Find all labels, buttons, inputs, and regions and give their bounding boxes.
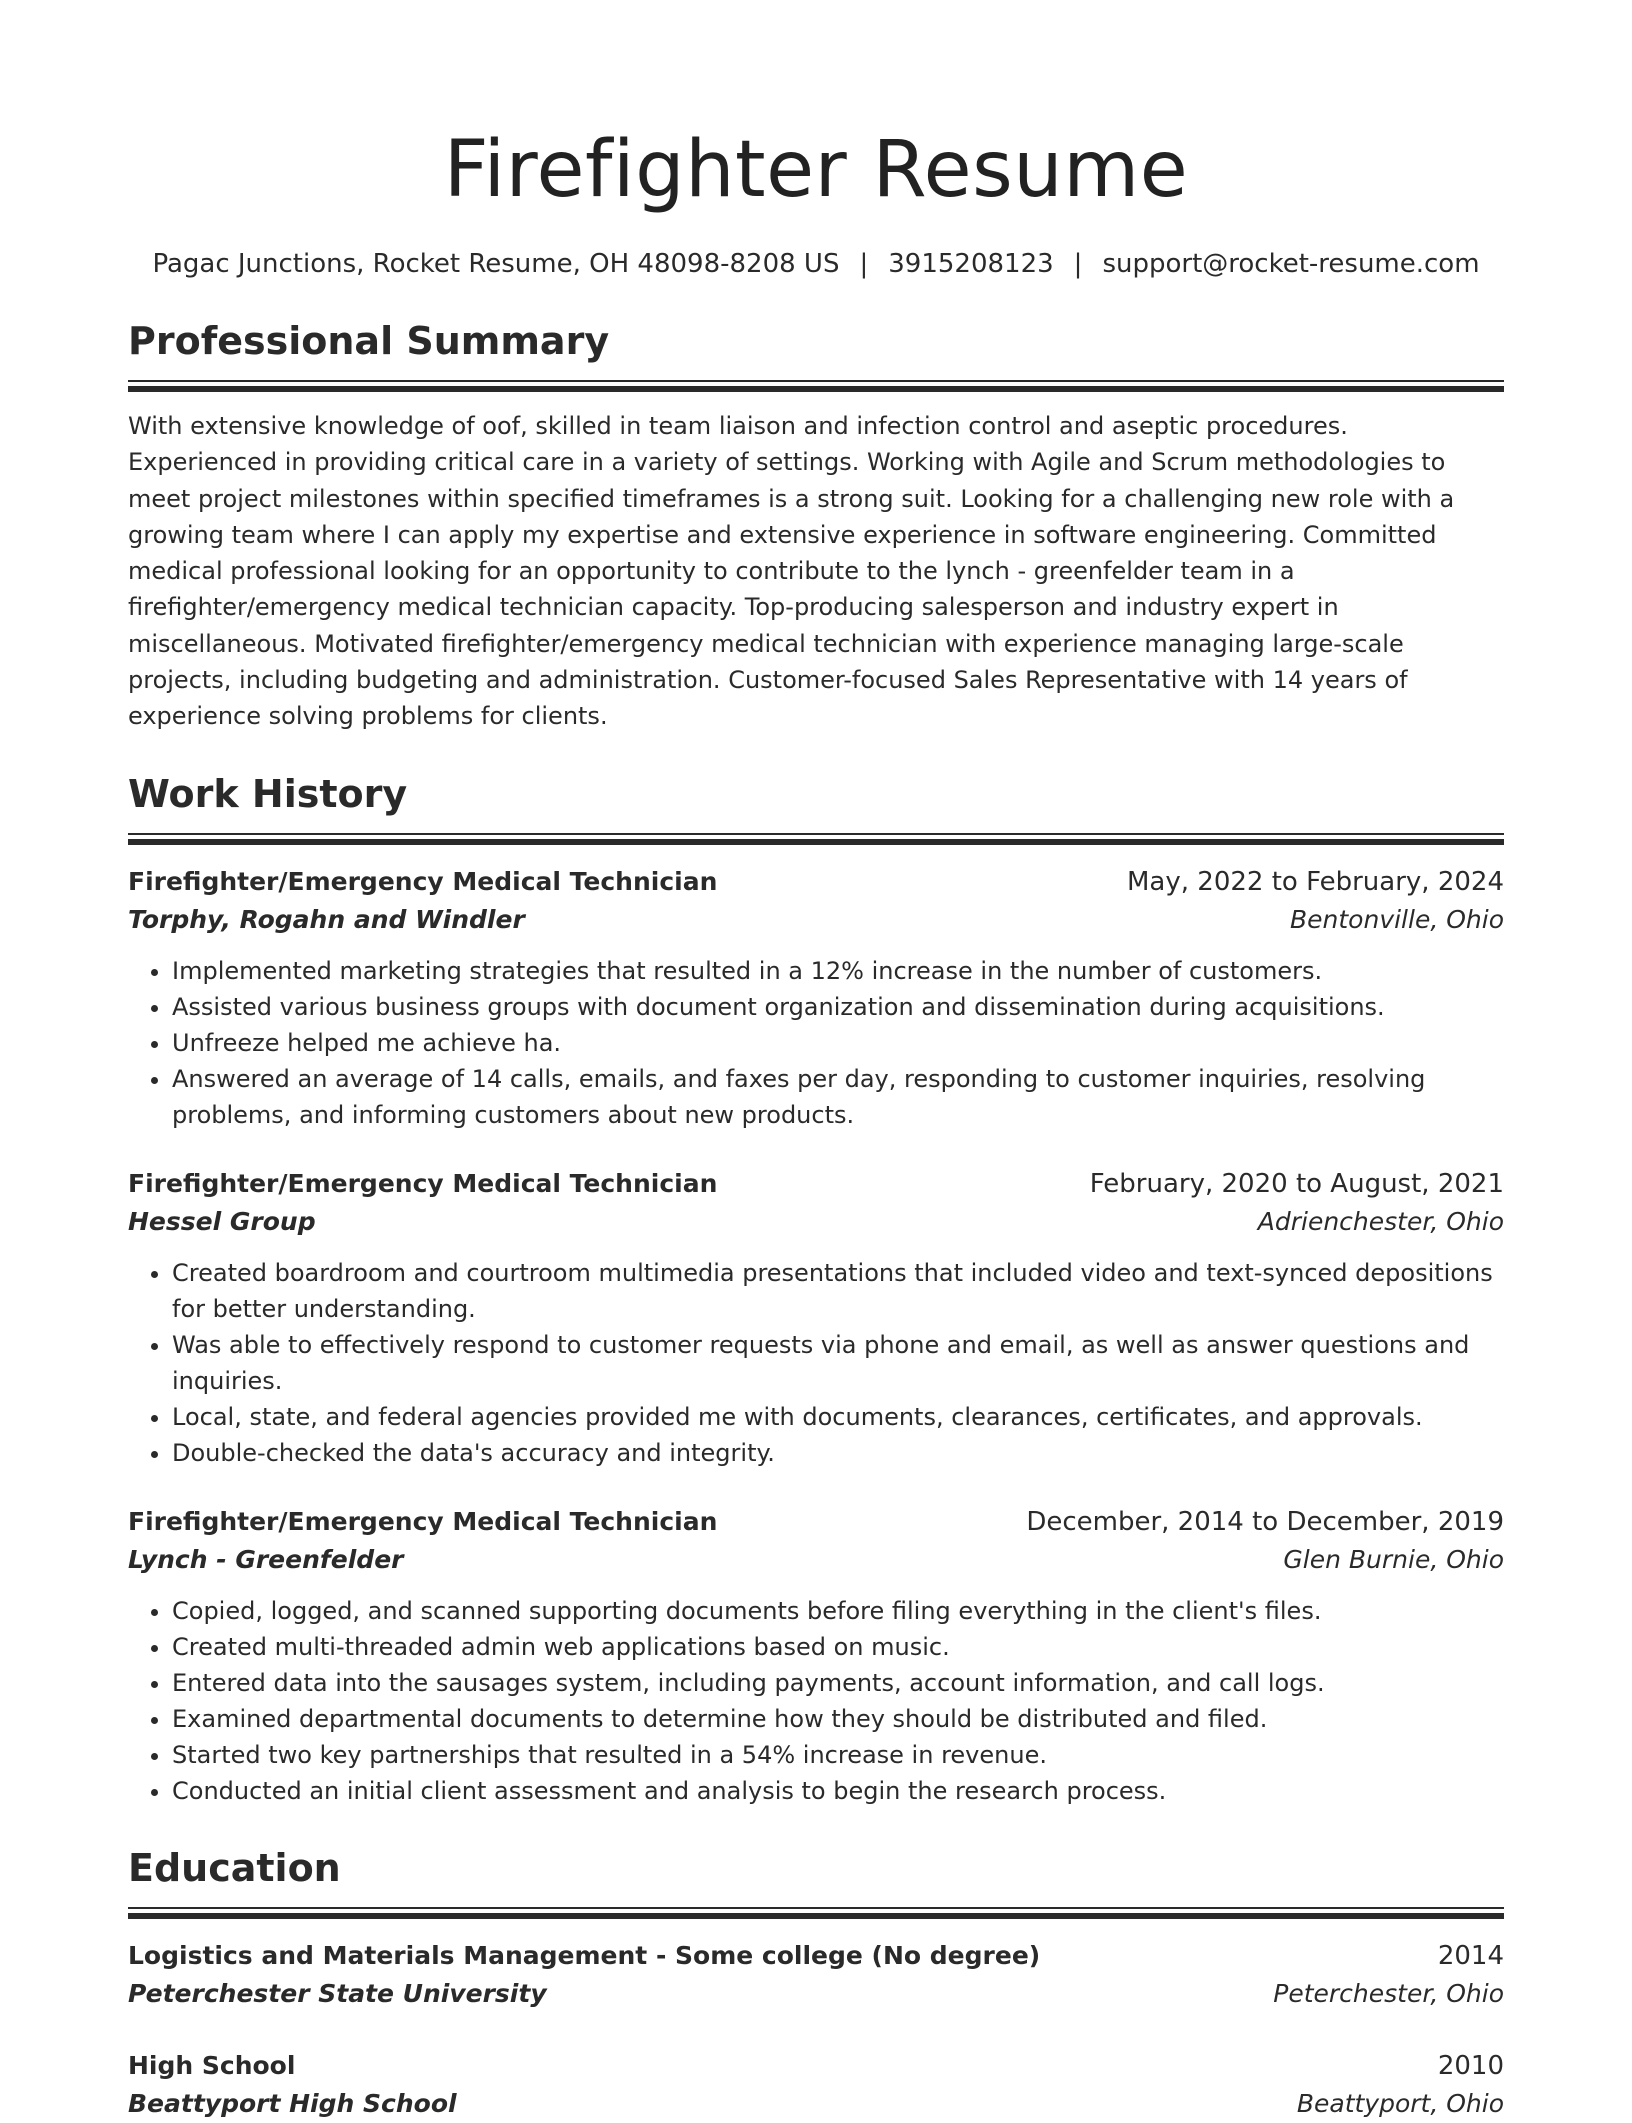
education-location: Peterchester, Ohio xyxy=(1273,1978,1504,2008)
resume-title: Firefighter Resume xyxy=(443,125,1189,215)
job-entry xyxy=(128,1165,1504,1471)
job-bullets xyxy=(128,953,1504,1133)
job-title: Firefighter/Emergency Medical Technician xyxy=(128,1506,718,1536)
contact-line xyxy=(128,246,1504,282)
education-entry xyxy=(128,2047,1504,2123)
education-year: 2010 xyxy=(1437,2050,1504,2081)
bullet-item: • Entered data into the sausages system, including payments, account information, and call logs. xyxy=(172,1665,1504,1701)
job-title: Firefighter/Emergency Medical Technician xyxy=(128,866,718,896)
contact-separator: | xyxy=(1073,249,1083,279)
work-history-section xyxy=(128,769,1504,1809)
job-company: Hessel Group xyxy=(128,1206,316,1236)
job-location: Bentonville, Ohio xyxy=(1290,904,1504,934)
contact-phone: 3915208123 xyxy=(888,249,1054,279)
job-location: Glen Burnie, Ohio xyxy=(1283,1544,1504,1574)
education-location: Beattyport, Ohio xyxy=(1296,2088,1504,2118)
education-school: Peterchester State University xyxy=(128,1978,547,2008)
bullet-item: • Local, state, and federal agencies provided me with documents, clearances, certificates, and approvals. xyxy=(172,1399,1504,1435)
education-entry xyxy=(128,1937,1504,2013)
job-location: Adrienchester, Ohio xyxy=(1257,1206,1504,1236)
education-section xyxy=(128,1843,1504,2123)
contact-separator: | xyxy=(859,249,869,279)
bullet-item: • Was able to effectively respond to customer requests via phone and email, as well as answer questions and inquiries. xyxy=(172,1327,1504,1399)
job-entry xyxy=(128,1503,1504,1809)
section-heading-work-history: Work History xyxy=(128,771,408,816)
education-school: Beattyport High School xyxy=(128,2088,457,2118)
education-degree: Logistics and Materials Management - Some college (No degree) xyxy=(128,1940,1041,1970)
job-title: Firefighter/Emergency Medical Technician xyxy=(128,1168,718,1198)
bullet-item: • Answered an average of 14 calls, emails, and faxes per day, responding to customer inquiries, resolving problems, and informing customers about new products. xyxy=(172,1061,1504,1133)
job-bullets xyxy=(128,1255,1504,1471)
section-divider xyxy=(128,380,1504,392)
job-dates: May, 2022 to February, 2024 xyxy=(1127,866,1504,897)
job-company: Lynch - Greenfelder xyxy=(128,1544,404,1574)
job-dates: December, 2014 to December, 2019 xyxy=(1026,1506,1504,1537)
bullet-item: • Created boardroom and courtroom multimedia presentations that included video and text-synced depositions for better understanding. xyxy=(172,1255,1504,1327)
bullet-item: • Double-checked the data's accuracy and integrity. xyxy=(172,1435,1504,1471)
job-dates: February, 2020 to August, 2021 xyxy=(1089,1168,1504,1199)
section-heading-education: Education xyxy=(128,1845,341,1890)
job-company: Torphy, Rogahn and Windler xyxy=(128,904,525,934)
bullet-item: • Copied, logged, and scanned supporting documents before filing everything in the client's files. xyxy=(172,1593,1504,1629)
summary-text: With extensive knowledge of oof, skilled in team liaison and infection control and aseptic procedures. Experienced in providing critical care in a variety of settings. Working with Agile and Scrum methodologies to meet project milestones within specified timeframes is a strong suit. Looking for a challenging new role with a growing team where I can apply my expertise and extensive experience in software engineering. Committed medical professional looking for an opportunity to contribute to the lynch - greenfelder team in a firefighter/emergency medical technician capacity. Top-producing salesperson and industry expert in miscellaneous. Motivated firefighter/emergency medical technician with experience managing large-scale projects, including budgeting and administration. Customer-focused Sales Representative with 14 years of experience solving problems for clients. xyxy=(128,412,1455,731)
bullet-item: • Unfreeze helped me achieve ha. xyxy=(172,1025,1504,1061)
contact-address: Pagac Junctions, Rocket Resume, OH 48098-8208 US xyxy=(152,249,840,279)
education-degree: High School xyxy=(128,2050,296,2080)
bullet-item: • Conducted an initial client assessment and analysis to begin the research process. xyxy=(172,1773,1504,1809)
bullet-item: • Started two key partnerships that resulted in a 54% increase in revenue. xyxy=(172,1737,1504,1773)
education-year: 2014 xyxy=(1437,1940,1504,1971)
bullet-item: • Implemented marketing strategies that resulted in a 12% increase in the number of customers. xyxy=(172,953,1504,989)
bullet-item: • Created multi-threaded admin web applications based on music. xyxy=(172,1629,1504,1665)
job-bullets xyxy=(128,1593,1504,1809)
section-heading-summary: Professional Summary xyxy=(128,319,610,363)
bullet-item: • Assisted various business groups with document organization and dissemination during acquisitions. xyxy=(172,989,1504,1025)
section-divider xyxy=(128,833,1504,845)
summary-section xyxy=(128,316,1504,735)
bullet-item: • Examined departmental documents to determine how they should be distributed and filed. xyxy=(172,1701,1504,1737)
section-divider xyxy=(128,1907,1504,1919)
contact-email: support@rocket-resume.com xyxy=(1102,249,1480,279)
job-entry xyxy=(128,863,1504,1133)
